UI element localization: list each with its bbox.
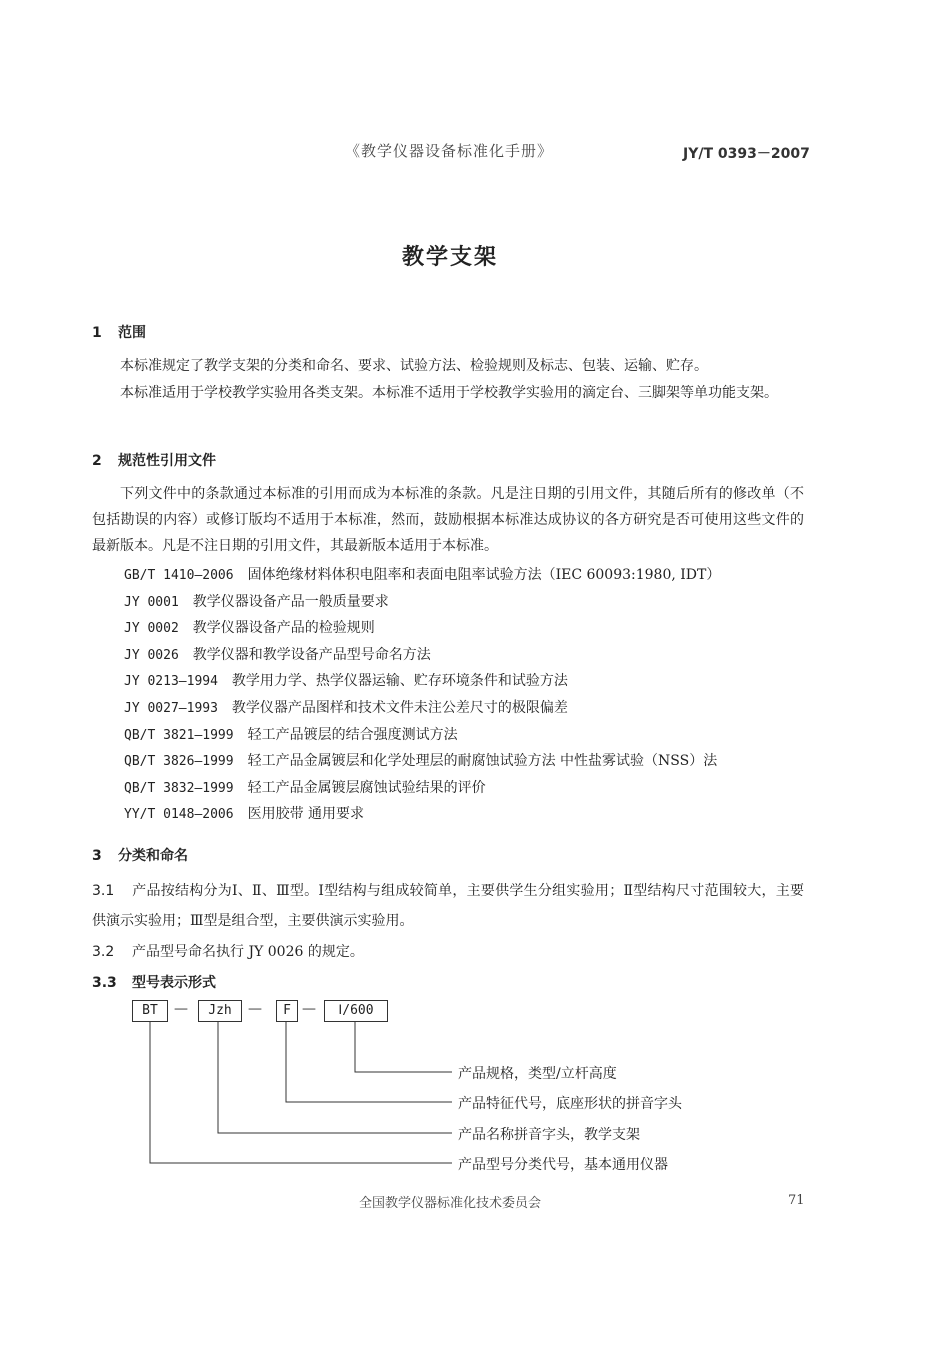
clause-number: 3.3: [92, 975, 117, 991]
clause-3-2: [92, 937, 804, 967]
reference-code: JY 0213—1994: [124, 674, 218, 690]
section-2-paragraph-1: 下列文件中的条款通过本标准的引用而成为本标准的条款。凡是注日期的引用文件，其随后所有的修改单（不包括勘误的内容）或修订版均不适用于本标准，然而，鼓励根据本标准达成协议的各方研究是否可使用这些文件的最新版本。凡是不注日期的引用文件，其最新版本适用于本标准。: [92, 486, 804, 554]
reference-code: QB/T 3821—1999: [124, 727, 234, 743]
section-title: 规范性引用文件: [118, 453, 216, 469]
leader-line-feature: [286, 1022, 452, 1102]
model-box-name-code: Jzh: [198, 1000, 242, 1022]
reference-item: [124, 668, 720, 695]
model-separator: —: [248, 1001, 262, 1017]
reference-item: [124, 748, 720, 775]
section-3-heading: [92, 845, 188, 865]
reference-title: 医用胶带 通用要求: [247, 806, 365, 823]
reference-item: [124, 801, 720, 828]
model-box-spec: Ⅰ/600: [324, 1000, 388, 1022]
reference-title: 教学用力学、热学仪器运输、贮存环境条件和试验方法: [231, 673, 568, 690]
reference-code: JY 0001: [124, 594, 179, 610]
reference-title: 教学仪器设备产品一般质量要求: [192, 593, 389, 610]
reference-title: 教学仪器和教学设备产品型号命名方法: [192, 646, 431, 663]
reference-code: QB/T 3832—1999: [124, 780, 234, 796]
reference-item: [124, 775, 720, 802]
legend-class: 产品型号分类代号，基本通用仪器: [458, 1157, 668, 1173]
section-number: 2: [92, 453, 102, 469]
reference-code: GB/T 1410—2006: [124, 568, 234, 583]
section-1-heading: [92, 322, 146, 342]
legend-feature: 产品特征代号，底座形状的拼音字头: [458, 1096, 682, 1112]
footer-organization: 全国教学仪器标准化技术委员会: [358, 1196, 541, 1211]
reference-title: 教学仪器产品图样和技术文件未注公差尺寸的极限偏差: [231, 699, 568, 716]
leader-line-class: [150, 1022, 452, 1163]
section-2-heading: [92, 450, 216, 470]
clause-number: 3.2: [92, 944, 115, 960]
section-title: 分类和命名: [118, 848, 188, 864]
section-number: 1: [92, 325, 102, 341]
reference-title: 固体绝缘材料体积电阻率和表面电阻率试验方法（IEC 60093:1980, IDT）: [247, 567, 721, 583]
clause-3-1: [92, 876, 804, 936]
reference-code: YY/T 0148—2006: [124, 807, 234, 823]
reference-code: JY 0027—1993: [124, 700, 218, 716]
reference-item: [124, 615, 720, 642]
leader-line-name: [218, 1022, 452, 1133]
clause-number: 3.1: [92, 883, 115, 899]
reference-title: 轻工产品金属镀层腐蚀试验结果的评价: [247, 779, 486, 796]
clause-3-3-heading: [92, 972, 216, 992]
reference-title: 轻工产品镀层的结合强度测试方法: [247, 726, 458, 743]
leader-line-spec: [355, 1022, 452, 1072]
clause-title: 型号表示形式: [132, 975, 216, 991]
reference-item: [124, 695, 720, 722]
reference-title: 教学仪器设备产品的检验规则: [192, 620, 375, 637]
legend-name: 产品名称拼音字头，教学支架: [458, 1127, 640, 1143]
reference-item: [124, 562, 720, 589]
reference-title: 轻工产品金属镀层和化学处理层的耐腐蚀试验方法 中性盐雾试验（NSS）法: [247, 753, 718, 770]
reference-code: QB/T 3826—1999: [124, 754, 234, 770]
section-title: 范围: [118, 325, 146, 341]
section-1-paragraph-2: 本标准适用于学校教学实验用各类支架。本标准不适用于学校教学实验用的滴定台、三脚架等单功能支架。: [120, 385, 778, 401]
normative-reference-list: [124, 562, 720, 828]
clause-text: 产品型号命名执行 JY 0026 的规定。: [132, 944, 364, 960]
clause-text: 产品按结构分为Ⅰ、Ⅱ、Ⅲ型。Ⅰ型结构与组成较简单，主要供学生分组实验用；Ⅱ型结构尺寸范围较大，主要供演示实验用；Ⅲ型是组合型，主要供演示实验用。: [92, 883, 804, 929]
model-separator: —: [174, 1001, 188, 1017]
model-separator: —: [302, 1001, 316, 1017]
reference-code: JY 0026: [124, 647, 179, 663]
reference-item: [124, 722, 720, 749]
header-handbook-title: 《教学仪器设备标准化手册》: [345, 142, 554, 160]
reference-item: [124, 642, 720, 669]
reference-code: JY 0002: [124, 621, 179, 637]
legend-spec: 产品规格，类型/立杆高度: [458, 1066, 617, 1082]
model-box-class-code: BT: [132, 1000, 168, 1022]
header-standard-code: JY/T 0393－2007: [683, 146, 810, 162]
model-box-feature-code: F: [276, 1000, 298, 1022]
reference-item: [124, 589, 720, 616]
document-title: 教学支架: [401, 245, 498, 270]
section-number: 3: [92, 848, 102, 864]
page-number: 71: [788, 1193, 805, 1208]
section-1-paragraph-1: 本标准规定了教学支架的分类和命名、要求、试验方法、检验规则及标志、包装、运输、贮存。: [120, 358, 708, 374]
